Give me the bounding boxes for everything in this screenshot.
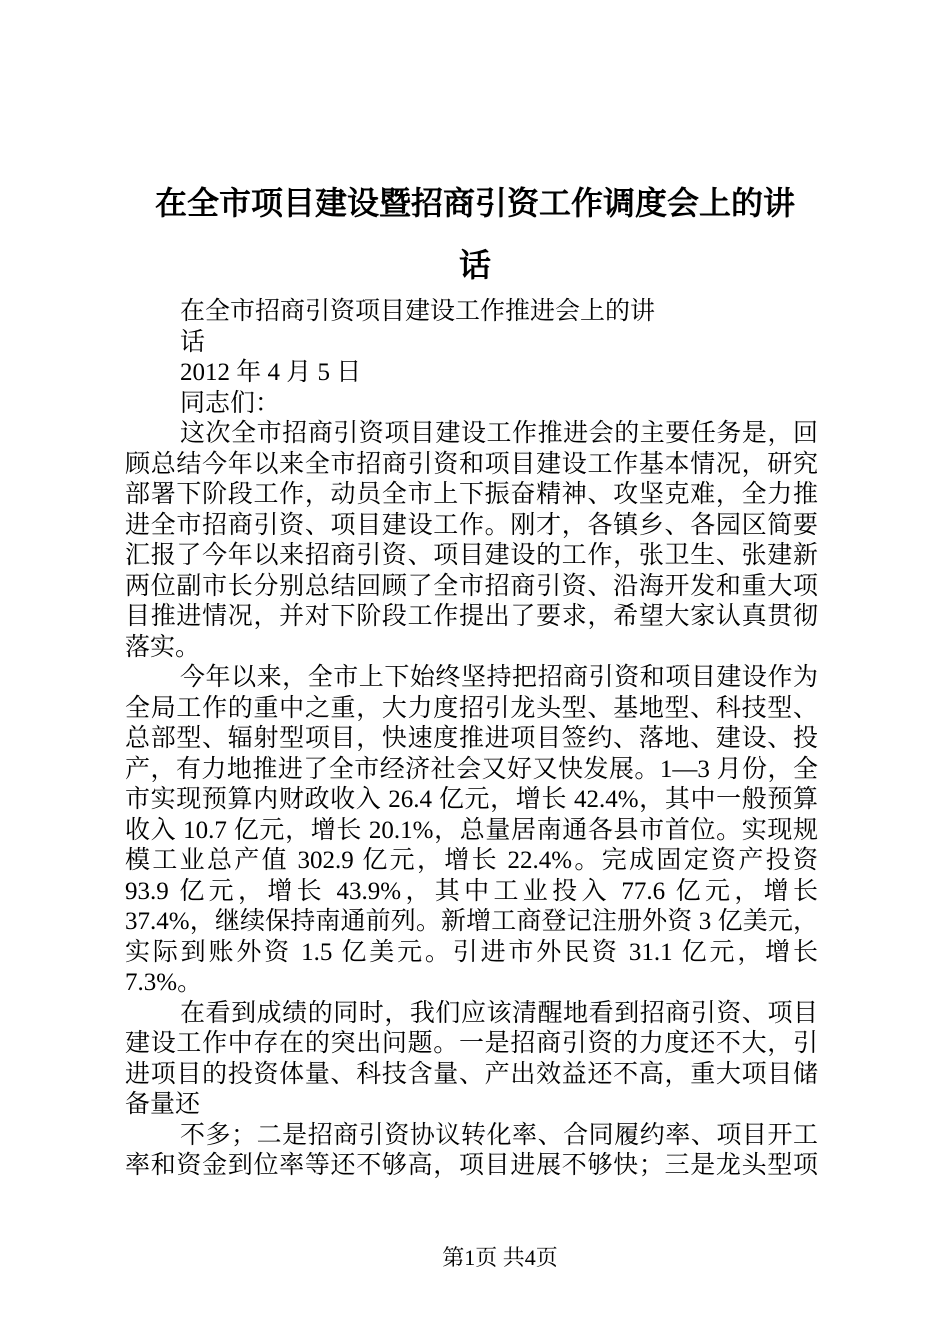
text-line: 产，有力地推进了全市经济社会又好又快发展。1—3 月份，全	[125, 755, 818, 783]
text-line: 7.3%。	[125, 969, 203, 996]
page-footer	[0, 1246, 950, 1270]
text-line: 93.9 亿元，增长 43.9%，其中工业投入 77.6 亿元，增长	[125, 877, 818, 905]
text-line: 2012 年 4 月 5 日	[180, 359, 362, 386]
text-line: 今年以来，全市上下始终坚持把招商引资和项目建设作为	[180, 664, 818, 691]
document-body	[125, 297, 818, 1182]
text-line: 全局工作的重中之重，大力度招引龙头型、基地型、科技型、	[125, 694, 818, 722]
text-line: 37.4%，继续保持南通前列。新增工商登记注册外资 3 亿美元，	[125, 908, 818, 935]
text-line: 实际到账外资 1.5 亿美元。引进市外民资 31.1 亿元，增长	[125, 938, 818, 966]
text-line: 市实现预算内财政收入 26.4 亿元，增长 42.4%，其中一般预算	[125, 786, 818, 813]
text-line: 话	[180, 328, 206, 356]
text-line: 模工业总产值 302.9 亿元，增长 22.4%。完成固定资产投资	[125, 847, 818, 874]
text-line: 不多；二是招商引资协议转化率、合同履约率、项目开工	[180, 1121, 818, 1149]
text-line: 两位副市长分别总结回顾了全市招商引资、沿海开发和重大项	[125, 572, 818, 600]
text-line: 落实。	[125, 633, 201, 661]
document-title	[0, 172, 950, 296]
title-line: 话	[458, 247, 491, 283]
text-line: 备量还	[125, 1091, 201, 1118]
text-line: 在全市招商引资项目建设工作推进会上的讲	[180, 298, 656, 325]
text-line: 建设工作中存在的突出问题。一是招商引资的力度还不大，引	[125, 1030, 818, 1057]
text-line: 收入 10.7 亿元，增长 20.1%，总量居南通各县市首位。实现规	[125, 816, 818, 844]
text-line: 进项目的投资体量、科技含量、产出效益还不高，重大项目储	[125, 1060, 818, 1088]
text-line: 同志们：	[180, 389, 281, 417]
text-line: 汇报了今年以来招商引资、项目建设的工作，张卫生、张建新	[125, 542, 818, 569]
text-line: 率和资金到位率等还不够高，项目进展不够快；三是龙头型项	[125, 1152, 818, 1179]
text-line: 总部型、辐射型项目，快速度推进项目签约、落地、建设、投	[125, 725, 818, 752]
title-line: 在全市项目建设暨招商引资工作调度会上的讲	[154, 185, 795, 221]
text-line: 进全市招商引资、项目建设工作。刚才，各镇乡、各园区简要	[125, 511, 818, 539]
text-line: 顾总结今年以来全市招商引资和项目建设工作基本情况，研究	[125, 450, 818, 478]
text-line: 目推进情况，并对下阶段工作提出了要求，希望大家认真贯彻	[125, 603, 818, 630]
text-line: 这次全市招商引资项目建设工作推进会的主要任务是，回	[180, 420, 818, 447]
text-line: 在看到成绩的同时，我们应该清醒地看到招商引资、项目	[180, 999, 818, 1027]
page-number-label: 第1页 共4页	[442, 1245, 558, 1270]
text-line: 部署下阶段工作，动员全市上下振奋精神、攻坚克难，全力推	[125, 481, 818, 508]
